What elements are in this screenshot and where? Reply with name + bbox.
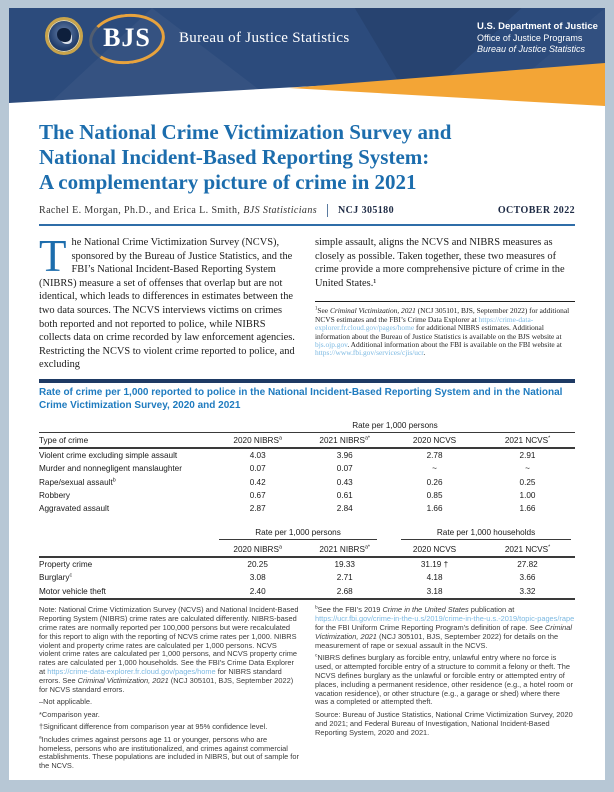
cell: 2.71 — [336, 573, 353, 583]
cell: ~ — [525, 464, 530, 474]
page-title — [39, 120, 575, 195]
col-header: 2021 NCVS* — [480, 433, 575, 448]
masthead — [9, 8, 605, 108]
cell: 0.85 — [426, 491, 443, 501]
col-header: 2021 $NIBRS^{a*}$ — [300, 542, 389, 556]
cell: 31.19 † — [420, 559, 449, 569]
intro-left-column — [39, 231, 299, 374]
eagle-icon — [57, 28, 71, 42]
doj-seal-icon — [45, 17, 83, 55]
authors-role: BJS Statisticians — [243, 205, 318, 216]
cell: 2.78 — [426, 450, 443, 460]
stub-header: Type of crime — [39, 433, 215, 448]
cell: 1.00 — [519, 491, 536, 501]
intro-left-text: he National Crime Victimization Survey (NCVS), sponsored by the Bureau of Justice Statistics, and the FBI’s National Incident-Based Reporting System (NIBRS) measure a set of offenses that overlap but are not identical, which leads to differences in estimates between the two data sources. The NCVS interviews victims on crimes both reported and not reported to police, while NIBRS collects data on crime recorded by law enforcement agencies. Restricting the NCVS to violent crime reported to police, and excluding — [39, 237, 295, 371]
col-header: 2021 $NIBRS^{a*}$ — [300, 433, 389, 448]
row-label: Burglary$^c$ — [39, 572, 73, 583]
cell: 0.07 — [336, 464, 353, 474]
dept-line: Office of Justice Programs — [477, 32, 583, 43]
table-row — [39, 476, 575, 489]
notes-left-column — [39, 606, 299, 775]
cell: 0.25 — [519, 477, 536, 487]
title-line: National Incident-Based Reporting System: — [39, 145, 430, 169]
masthead-content — [9, 8, 605, 108]
note-comparison-year: *Comparison year. — [39, 709, 100, 719]
table-row — [39, 585, 575, 599]
note-not-applicable: –Not applicable. — [39, 697, 93, 707]
cell: 0.26 — [426, 477, 443, 487]
table-row — [39, 557, 575, 571]
col-header: 2020 NIBRS$^a$ — [215, 542, 300, 556]
spanner-persons: Rate per 1,000 persons — [215, 419, 575, 433]
cell: 3.96 — [336, 450, 353, 460]
hyperlink[interactable]: https://crime-data-explorer.fr.cloud.gov/pages/home — [47, 667, 216, 677]
document-page — [9, 8, 605, 780]
byline — [39, 204, 575, 217]
row-label: Rape/sexual assault$^b$ — [39, 476, 116, 487]
footnote-1: $^1$See Criminal Victimization, 2021 (NCJ 305101, BJS, September 2022) for additional NCVS estimates and the FBI’s Crime Data Explorer at https://crime-data-explorer.fr.cloud.gov/pages/home for additional NIBRS estimates. Additional information about the Bureau of Justice Statistics is available on the BJS website at bjs.ojp.gov. Additional information about the FBI is available on the FBI website at https://www.fbi.gov/services/cjis/ucr. — [315, 306, 570, 358]
dept-line: U.S. Department of Justice — [477, 21, 598, 32]
cell: 2.87 — [249, 504, 266, 514]
footnote-rule — [315, 301, 575, 302]
table-row — [39, 502, 575, 515]
table-notes — [39, 606, 575, 775]
bjs-logo-acronym: BJS — [103, 23, 151, 52]
bjs-logo — [89, 14, 165, 64]
notes-right-column — [315, 606, 575, 775]
spacer-row — [39, 516, 575, 526]
agency-name: Bureau of Justice Statistics — [179, 30, 350, 46]
intro-right-column — [315, 236, 575, 374]
cell: 2.40 — [215, 585, 300, 599]
ncj-number: NCJ 305180 — [338, 205, 394, 216]
hyperlink[interactable]: bjs.ojp.gov — [315, 340, 348, 349]
row-label: Robbery — [39, 491, 70, 501]
authors: Rachel E. Morgan, Ph.D., and Erica L. Smith, — [39, 205, 241, 216]
cell: 3.32 — [480, 585, 575, 599]
hyperlink[interactable]: https://www.fbi.gov/services/cjis/ucr — [315, 348, 424, 358]
cell: 3.18 — [389, 585, 480, 599]
col-header: 2020 NCVS — [389, 433, 480, 448]
cell: 0.61 — [336, 491, 353, 501]
dept-line: Bureau of Justice Statistics — [477, 44, 586, 54]
source-note: Source: Bureau of Justice Statistics, National Crime Victimization Survey, 2020 and 2021; and Federal Bureau of Investigation, National Incident-Based Reporting System, 2020 and 2021. — [315, 709, 573, 737]
col-header: 2020 NCVS — [389, 542, 480, 556]
table-row — [39, 462, 575, 475]
spanner-row — [39, 419, 575, 433]
dropcap: T — [39, 231, 67, 281]
spanner-persons-label: Rate per 1,000 persons — [219, 528, 377, 540]
intro-right-text: simple assault, aligns the NCVS and NIBRS measures as closely as possible. Taken together, these two measures of crime provide a more comprehensive picture of crime in the United States.¹ — [315, 237, 565, 289]
col-header: 2020 NIBRS$^a$ — [215, 433, 300, 448]
row-label: Violent crime excluding simple assault — [39, 450, 178, 460]
table-section — [39, 379, 575, 600]
cell: ~ — [432, 464, 437, 474]
spanner-row-2 — [39, 526, 575, 542]
spanner-households — [389, 526, 575, 542]
table-row — [39, 571, 575, 584]
cell: 19.33 — [334, 559, 355, 569]
cell: 0.42 — [249, 477, 266, 487]
cell: 0.07 — [249, 464, 266, 474]
crime-rates-table — [39, 419, 575, 600]
title-line: A complementary picture of crime in 2021 — [39, 170, 417, 194]
cell: 3.66 — [519, 573, 536, 583]
row-label: Murder and nonnegligent manslaughter — [39, 464, 182, 474]
publication-date: OCTOBER 2022 — [497, 205, 575, 216]
cell: 4.03 — [249, 450, 266, 460]
spanner-households-label: Rate per 1,000 households — [401, 528, 571, 540]
spanner-stub — [39, 419, 215, 433]
cell: 2.84 — [336, 504, 353, 514]
footnote-b: $^b$See the FBI’s 2019 Crime in the United States publication at https://ucr.fbi.gov/crime-in-the-u.s/2019/crime-in-the-u.s.-2019/topic-pages/rape for the FBI Uniform Crime Reporting Program’s definition of rape. See Criminal Victimization, 2021 (NCJ 305101, BJS, September 2022) for details on the measurement of rape or sexual assault in the NCVS. — [315, 604, 575, 650]
row-label: Property crime — [39, 559, 93, 569]
row-label: Motor vehicle theft — [39, 585, 215, 599]
hyperlink[interactable]: https://ucr.fbi.gov/crime-in-the-u.s/2019/crime-in-the-u.s.-2019/topic-pages/rape — [315, 613, 575, 623]
cell: 0.43 — [336, 477, 353, 487]
cell: 1.66 — [426, 504, 443, 514]
table-top-bar — [39, 379, 575, 383]
stub-header-2 — [39, 542, 215, 556]
cell: 27.82 — [517, 559, 538, 569]
table-row — [39, 489, 575, 502]
department-block — [477, 21, 598, 56]
table-title: Rate of crime per 1,000 reported to police in the National Incident-Based Reporting System and in the National Crime Victimization Survey, 2020 and 2021 — [39, 387, 563, 411]
cell: 0.67 — [249, 491, 266, 501]
footnote-a: $^a$Includes crimes against persons age 11 or younger, persons who are homeless, persons who are institutionalized, and crimes against commercial establishments. These populations are included in NIBRS, but out of sample for the NCVS. — [39, 734, 299, 771]
header-row — [39, 433, 575, 448]
spanner-persons-2 — [215, 526, 389, 542]
header-row-2 — [39, 542, 575, 556]
table-row — [39, 448, 575, 462]
cell: 2.68 — [300, 585, 389, 599]
cell: 4.18 — [426, 573, 443, 583]
cell: 20.25 — [247, 559, 268, 569]
cell: 3.08 — [249, 573, 266, 583]
row-label: Aggravated assault — [39, 504, 110, 514]
col-header: 2021 NCVS* — [480, 542, 575, 556]
footnote-c: $^c$NIBRS defines burglary as forcible entry, unlawful entry where no force is used, or attempted forcible entry of a structure to commit a felony or theft. The NCVS defines burglary as the unlawful or forcible entry or attempted entry of places, including a permanent residence, other residence (e.g., a hotel room or vacation residence), or other structure (e.g., a garage or shed) where there was a completed or attempted theft. — [315, 652, 573, 707]
note-significance: †Significant difference from comparison year at 95% confidence level. — [39, 722, 268, 732]
note-main: Note: National Crime Victimization Survey (NCVS) and National Incident-Based Reporting System (NIBRS) crime rates are calculated differently. NIBRS-based crime rates are normally reported per 100,000 persons but were recalculated for this report to align with the reporting of NCVS crime rates per 1,000. NIBRS violent and property crime rates are calculated per 1,000 persons. NCVS violent crime rates are calculated per 1,000 persons, and NCVS property crime rates are calculated per 1,000 households. See the FBI’s Crime Data Explorer at https://crime-data-explorer.fr.cloud.gov/pages/home for NIBRS standard errors. See Criminal Victimization, 2021 (NCJ 305101, BJS, September 2022) for NCVS standard errors. — [39, 604, 299, 695]
byline-rule — [39, 224, 575, 226]
hyperlink[interactable]: https://crime-data-explorer.fr.cloud.gov/pages/home — [315, 314, 534, 333]
cell: 1.66 — [519, 504, 536, 514]
byline-divider — [327, 204, 328, 217]
title-line: The National Crime Victimization Survey and — [39, 120, 452, 144]
intro-section — [39, 231, 575, 374]
cell: 2.91 — [519, 450, 536, 460]
spanner-stub — [39, 526, 215, 542]
